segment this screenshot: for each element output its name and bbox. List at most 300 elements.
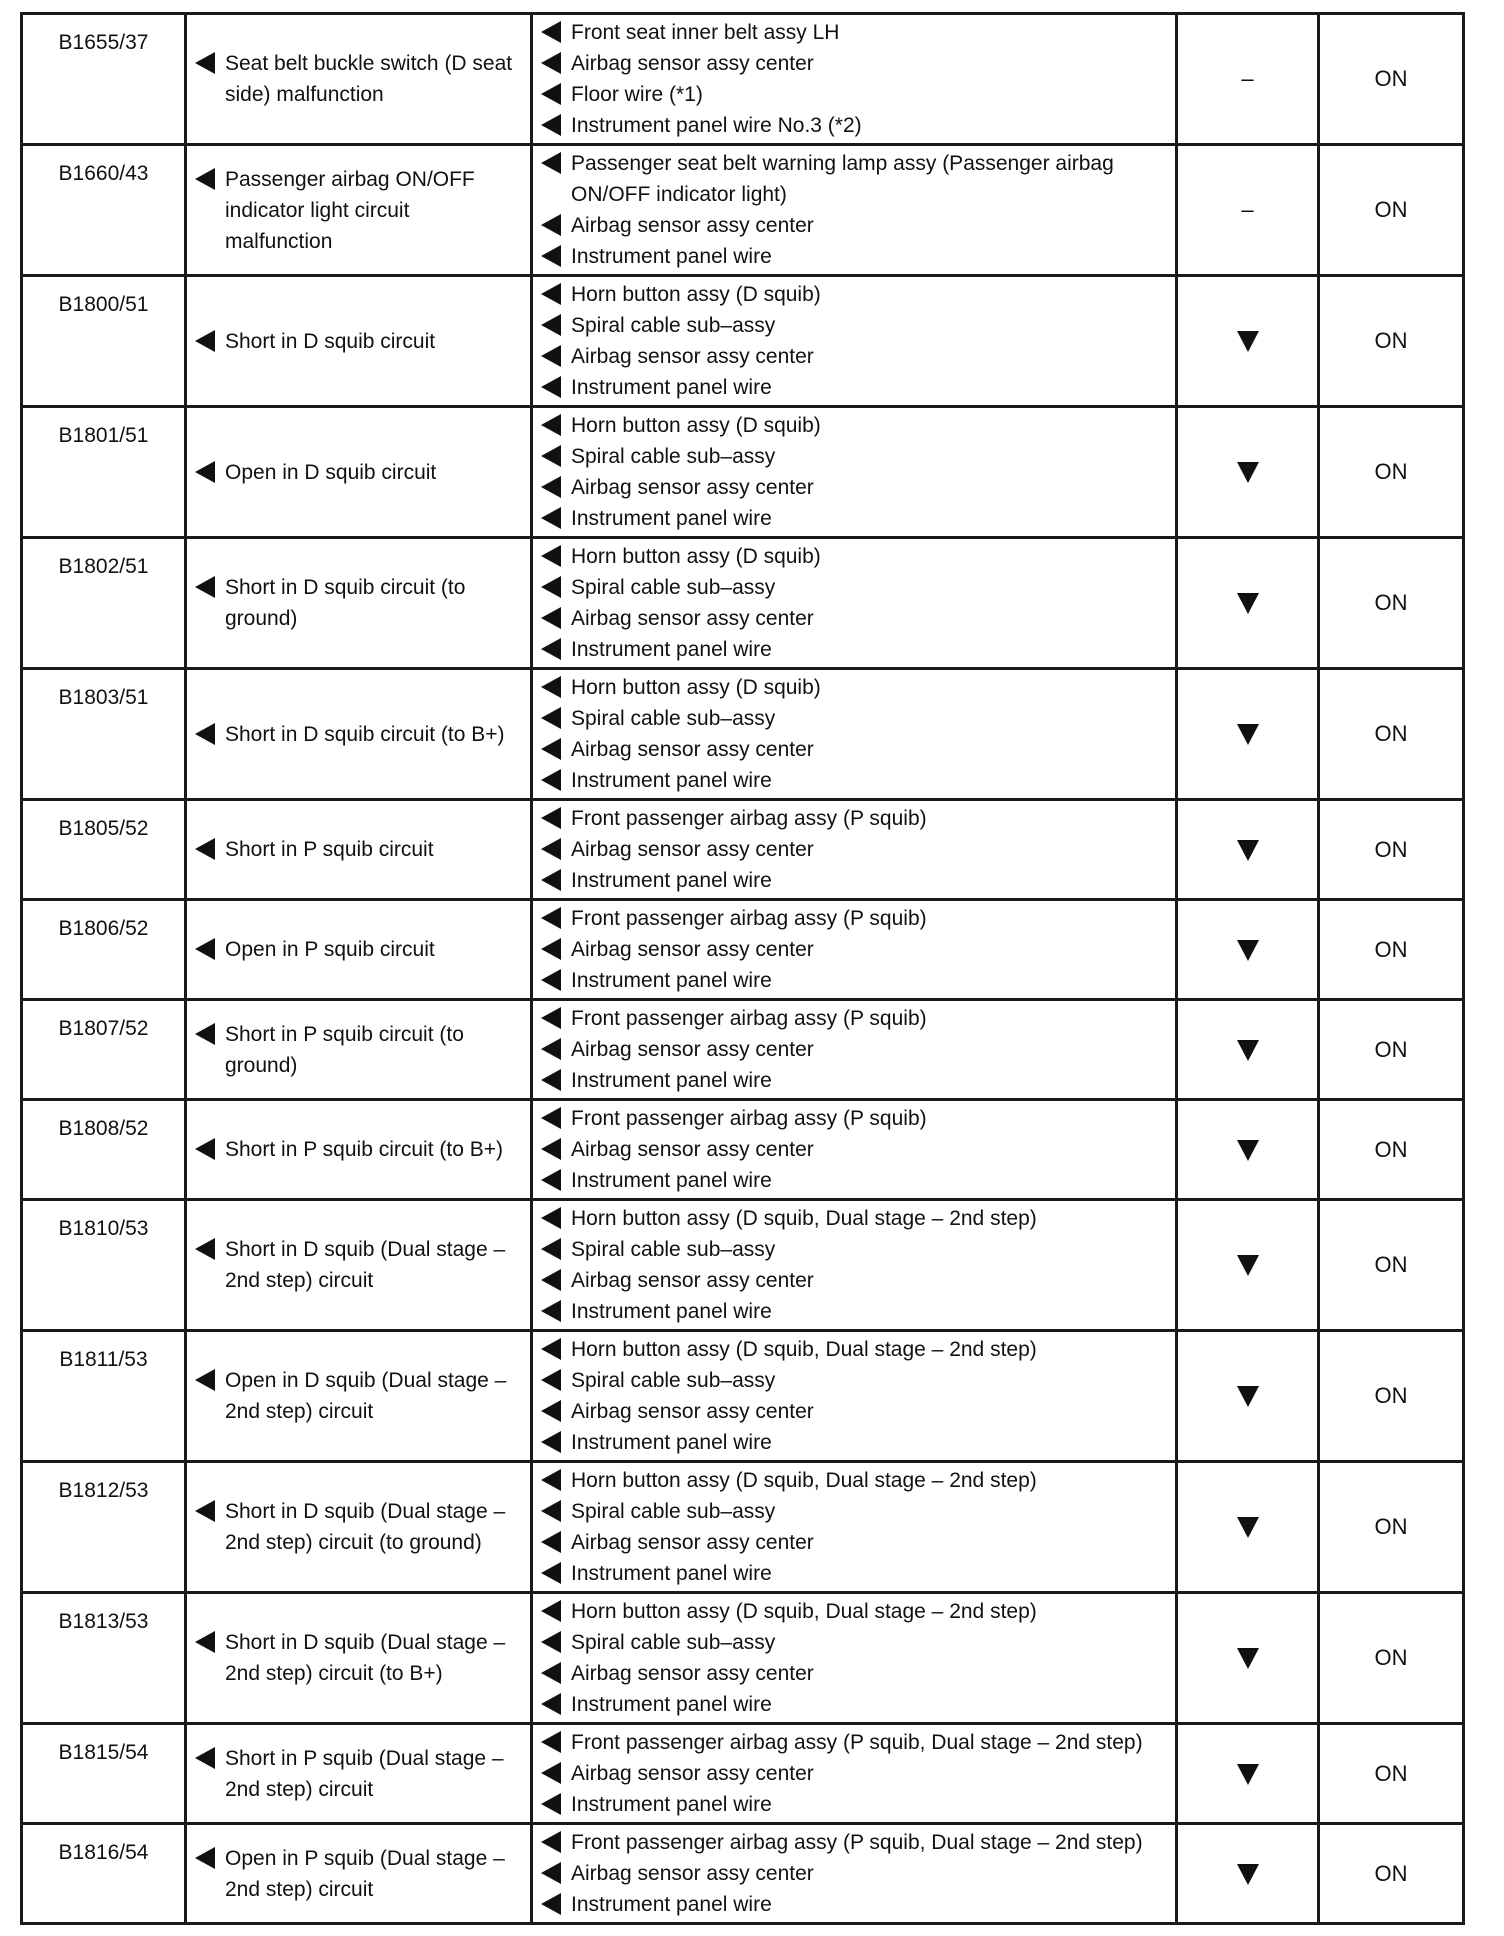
- detection-item: [197, 1134, 530, 1165]
- trouble-area-text: Spiral cable sub–assy: [571, 314, 776, 337]
- bullet-arrow-icon: [541, 283, 561, 305]
- trouble-area-text: Airbag sensor assy center: [571, 938, 814, 961]
- down-triangle-icon: [1237, 1764, 1259, 1785]
- warning-light-cell: [1319, 1331, 1464, 1462]
- detection-item: [197, 164, 530, 257]
- trouble-area-item: [543, 1658, 1175, 1689]
- dtc-code: B1807/52: [58, 1017, 149, 1040]
- check-mark-cell: [1177, 1331, 1319, 1462]
- detection-item-cell: [186, 1000, 532, 1100]
- trouble-area-item: [543, 1427, 1175, 1458]
- warning-light-status: ON: [1374, 1036, 1408, 1062]
- detection-item: [197, 834, 530, 865]
- trouble-area-item: [543, 241, 1175, 272]
- bullet-arrow-icon: [541, 445, 561, 467]
- table-row: [22, 276, 1464, 407]
- trouble-area-item: [543, 934, 1175, 965]
- detection-item-text: Seat belt buckle switch (D seat side) malfunction: [225, 52, 513, 106]
- dtc-code-cell: [22, 1724, 186, 1824]
- table-row: [22, 1331, 1464, 1462]
- check-mark-cell: [1177, 1100, 1319, 1200]
- trouble-area-item: [543, 634, 1175, 665]
- dtc-code-cell: [22, 276, 186, 407]
- check-mark-cell: [1177, 1462, 1319, 1593]
- bullet-arrow-icon: [541, 1631, 561, 1653]
- trouble-area-item: [543, 603, 1175, 634]
- table-row: [22, 145, 1464, 276]
- detection-item: [197, 934, 530, 965]
- detection-item-text: Short in D squib (Dual stage – 2nd step) circuit (to B+): [225, 1631, 506, 1685]
- table-row: [22, 407, 1464, 538]
- trouble-area-item: [543, 965, 1175, 996]
- trouble-area-item: [543, 17, 1175, 48]
- trouble-area-item: [543, 1889, 1175, 1920]
- trouble-area-text: Airbag sensor assy center: [571, 476, 814, 499]
- dtc-code: B1800/51: [58, 293, 149, 316]
- trouble-area-item: [543, 1134, 1175, 1165]
- trouble-area-text: Instrument panel wire: [571, 1893, 772, 1916]
- detection-item-cell: [186, 1724, 532, 1824]
- trouble-area-text: Airbag sensor assy center: [571, 1862, 814, 1885]
- check-mark-cell: [1177, 800, 1319, 900]
- warning-light-cell: [1319, 1593, 1464, 1724]
- detection-item-cell: [186, 669, 532, 800]
- trouble-area-cell: [532, 669, 1177, 800]
- detection-item-text: Short in D squib circuit (to B+): [225, 722, 505, 746]
- bullet-arrow-icon: [541, 907, 561, 929]
- bullet-arrow-icon: [195, 1500, 215, 1522]
- bullet-arrow-icon: [541, 1662, 561, 1684]
- check-mark-cell: [1177, 538, 1319, 669]
- detection-item-text: Short in D squib (Dual stage – 2nd step) circuit: [225, 1238, 506, 1292]
- detection-item: [197, 572, 530, 634]
- bullet-arrow-icon: [541, 21, 561, 43]
- warning-light-status: ON: [1374, 459, 1408, 484]
- dtc-code: B1803/51: [58, 686, 149, 709]
- trouble-area-text: Airbag sensor assy center: [571, 607, 814, 630]
- bullet-arrow-icon: [541, 83, 561, 105]
- trouble-area-text: Horn button assy (D squib): [571, 283, 821, 306]
- check-mark-cell: [1177, 1724, 1319, 1824]
- detection-item-cell: [186, 1462, 532, 1593]
- bullet-arrow-icon: [541, 1207, 561, 1229]
- trouble-area-text: Instrument panel wire: [571, 1300, 772, 1323]
- warning-light-cell: [1319, 1100, 1464, 1200]
- table-row: [22, 1462, 1464, 1593]
- bullet-arrow-icon: [541, 969, 561, 991]
- check-mark-cell: [1177, 1200, 1319, 1331]
- dtc-code-cell: [22, 407, 186, 538]
- trouble-area-item: [543, 1265, 1175, 1296]
- trouble-area-item: [543, 1465, 1175, 1496]
- bullet-arrow-icon: [541, 576, 561, 598]
- down-triangle-icon: [1237, 1517, 1259, 1538]
- detection-item-text: Passenger airbag ON/OFF indicator light circuit malfunction: [225, 167, 475, 253]
- trouble-area-item: [543, 1003, 1175, 1034]
- dtc-code: B1801/51: [58, 424, 149, 447]
- dtc-code-cell: [22, 1593, 186, 1724]
- trouble-area-item: [543, 1689, 1175, 1720]
- trouble-area-text: Instrument panel wire: [571, 1431, 772, 1454]
- bullet-arrow-icon: [195, 938, 215, 960]
- dtc-code-cell: [22, 1462, 186, 1593]
- detection-item-text: Short in D squib circuit (to ground): [225, 576, 466, 630]
- trouble-area-item: [543, 1496, 1175, 1527]
- bullet-arrow-icon: [195, 1847, 215, 1869]
- detection-item-cell: [186, 900, 532, 1000]
- bullet-arrow-icon: [195, 1747, 215, 1769]
- detection-item: [197, 1627, 530, 1689]
- bullet-arrow-icon: [541, 738, 561, 760]
- bullet-arrow-icon: [541, 1007, 561, 1029]
- bullet-arrow-icon: [541, 1600, 561, 1622]
- detection-item-cell: [186, 14, 532, 145]
- bullet-arrow-icon: [541, 707, 561, 729]
- trouble-area-item: [543, 1165, 1175, 1196]
- warning-light-status: ON: [1374, 590, 1408, 615]
- detection-item: [197, 719, 530, 750]
- detection-item-cell: [186, 800, 532, 900]
- bullet-arrow-icon: [541, 214, 561, 236]
- bullet-arrow-icon: [195, 168, 215, 190]
- bullet-arrow-icon: [541, 114, 561, 136]
- detection-item: [197, 1365, 530, 1427]
- trouble-area-text: Front passenger airbag assy (P squib, Dual stage – 2nd step): [571, 1831, 1143, 1854]
- detection-item-text: Open in P squib circuit: [225, 938, 435, 961]
- warning-light-status: ON: [1374, 1760, 1408, 1786]
- down-triangle-icon: [1237, 1040, 1259, 1061]
- trouble-area-item: [543, 765, 1175, 796]
- trouble-area-item: [543, 1758, 1175, 1789]
- trouble-area-cell: [532, 1200, 1177, 1331]
- dtc-code: B1812/53: [58, 1479, 149, 1502]
- check-mark-dash: –: [1241, 197, 1254, 222]
- trouble-area-cell: [532, 1462, 1177, 1593]
- down-triangle-icon: [1237, 840, 1259, 861]
- bullet-arrow-icon: [195, 461, 215, 483]
- bullet-arrow-icon: [541, 807, 561, 829]
- table-row: [22, 1200, 1464, 1331]
- trouble-area-text: Instrument panel wire: [571, 869, 772, 892]
- down-triangle-icon: [1237, 331, 1259, 352]
- trouble-area-item: [543, 210, 1175, 241]
- bullet-arrow-icon: [195, 52, 215, 74]
- check-mark-cell: [1177, 407, 1319, 538]
- trouble-area-text: Spiral cable sub–assy: [571, 707, 776, 730]
- bullet-arrow-icon: [541, 476, 561, 498]
- detection-item-text: Short in D squib (Dual stage – 2nd step) circuit (to ground): [225, 1500, 506, 1554]
- dtc-code: B1806/52: [58, 917, 149, 940]
- warning-light-cell: [1319, 800, 1464, 900]
- bullet-arrow-icon: [541, 769, 561, 791]
- down-triangle-icon: [1237, 1386, 1259, 1407]
- bullet-arrow-icon: [195, 1631, 215, 1653]
- trouble-area-text: Airbag sensor assy center: [571, 1138, 814, 1161]
- down-triangle-icon: [1237, 593, 1259, 614]
- trouble-area-item: [543, 441, 1175, 472]
- trouble-area-item: [543, 110, 1175, 141]
- warning-light-status: ON: [1374, 1645, 1408, 1670]
- trouble-area-item: [543, 1034, 1175, 1065]
- trouble-area-cell: [532, 1593, 1177, 1724]
- trouble-area-text: Spiral cable sub–assy: [571, 1631, 776, 1654]
- bullet-arrow-icon: [541, 152, 561, 174]
- trouble-area-text: Airbag sensor assy center: [571, 1762, 814, 1785]
- dtc-code-cell: [22, 538, 186, 669]
- trouble-area-text: Airbag sensor assy center: [571, 1038, 814, 1061]
- warning-light-cell: [1319, 900, 1464, 1000]
- down-triangle-icon: [1237, 1648, 1259, 1669]
- detection-item-cell: [186, 276, 532, 407]
- trouble-area-cell: [532, 276, 1177, 407]
- detection-item: [197, 326, 530, 357]
- check-mark-cell: [1177, 1000, 1319, 1100]
- trouble-area-item: [543, 903, 1175, 934]
- bullet-arrow-icon: [541, 52, 561, 74]
- bullet-arrow-icon: [541, 1138, 561, 1160]
- dtc-code-cell: [22, 1100, 186, 1200]
- trouble-area-item: [543, 834, 1175, 865]
- check-mark-cell: [1177, 1593, 1319, 1724]
- dtc-code-cell: [22, 900, 186, 1000]
- trouble-area-text: Instrument panel wire: [571, 1562, 772, 1585]
- dtc-code: B1660/43: [58, 162, 149, 185]
- warning-light-cell: [1319, 1462, 1464, 1593]
- trouble-area-item: [543, 1789, 1175, 1820]
- check-mark-cell: [1177, 14, 1319, 145]
- trouble-area-cell: [532, 1824, 1177, 1924]
- table-row: [22, 1100, 1464, 1200]
- detection-item-cell: [186, 538, 532, 669]
- trouble-area-item: [543, 734, 1175, 765]
- dtc-code: B1810/53: [58, 1217, 149, 1240]
- bullet-arrow-icon: [541, 376, 561, 398]
- detection-item-cell: [186, 407, 532, 538]
- bullet-arrow-icon: [541, 1269, 561, 1291]
- trouble-area-cell: [532, 1724, 1177, 1824]
- trouble-area-text: Instrument panel wire: [571, 1169, 772, 1192]
- detection-item: [197, 1496, 530, 1558]
- bullet-arrow-icon: [541, 1169, 561, 1191]
- trouble-area-text: Front passenger airbag assy (P squib): [571, 807, 927, 830]
- trouble-area-item: [543, 541, 1175, 572]
- trouble-area-item: [543, 410, 1175, 441]
- table-row: [22, 14, 1464, 145]
- bullet-arrow-icon: [541, 1300, 561, 1322]
- detection-item: [197, 1743, 530, 1805]
- bullet-arrow-icon: [541, 1238, 561, 1260]
- bullet-arrow-icon: [541, 245, 561, 267]
- trouble-area-cell: [532, 1000, 1177, 1100]
- trouble-area-item: [543, 703, 1175, 734]
- trouble-area-item: [543, 1596, 1175, 1627]
- dtc-code: B1808/52: [58, 1117, 149, 1140]
- bullet-arrow-icon: [541, 1038, 561, 1060]
- warning-light-cell: [1319, 14, 1464, 145]
- bullet-arrow-icon: [541, 1893, 561, 1915]
- table-row: [22, 1000, 1464, 1100]
- dtc-code-cell: [22, 1331, 186, 1462]
- trouble-area-text: Airbag sensor assy center: [571, 52, 814, 75]
- dtc-table: [20, 12, 1465, 1925]
- dtc-code: B1816/54: [58, 1841, 149, 1864]
- trouble-area-item: [543, 672, 1175, 703]
- trouble-area-text: Passenger seat belt warning lamp assy (Passenger airbag ON/OFF indicator light): [571, 152, 1114, 206]
- check-mark-cell: [1177, 145, 1319, 276]
- check-mark-cell: [1177, 669, 1319, 800]
- trouble-area-item: [543, 1334, 1175, 1365]
- trouble-area-text: Instrument panel wire: [571, 638, 772, 661]
- trouble-area-item: [543, 1365, 1175, 1396]
- detection-item: [197, 1019, 530, 1081]
- dtc-code-cell: [22, 1200, 186, 1331]
- trouble-area-text: Front passenger airbag assy (P squib): [571, 1007, 927, 1030]
- bullet-arrow-icon: [541, 1693, 561, 1715]
- trouble-area-text: Floor wire (*1): [571, 83, 703, 106]
- down-triangle-icon: [1237, 940, 1259, 961]
- warning-light-status: ON: [1374, 836, 1408, 862]
- trouble-area-text: Instrument panel wire: [571, 1793, 772, 1816]
- trouble-area-text: Horn button assy (D squib): [571, 545, 821, 568]
- trouble-area-item: [543, 1527, 1175, 1558]
- detection-item-text: Short in P squib circuit (to ground): [225, 1022, 464, 1077]
- trouble-area-text: Front passenger airbag assy (P squib): [571, 907, 927, 930]
- warning-light-status: ON: [1374, 1252, 1408, 1277]
- bullet-arrow-icon: [541, 869, 561, 891]
- trouble-area-cell: [532, 900, 1177, 1000]
- warning-light-cell: [1319, 1824, 1464, 1924]
- table-row: [22, 900, 1464, 1000]
- check-mark-dash: –: [1241, 66, 1254, 91]
- warning-light-cell: [1319, 145, 1464, 276]
- warning-light-cell: [1319, 669, 1464, 800]
- trouble-area-text: Airbag sensor assy center: [571, 1531, 814, 1554]
- dtc-code-cell: [22, 1000, 186, 1100]
- warning-light-status: ON: [1374, 936, 1408, 962]
- trouble-area-item: [543, 148, 1175, 210]
- detection-item-text: Open in D squib circuit: [225, 460, 437, 484]
- detection-item-text: Short in P squib (Dual stage – 2nd step) circuit: [225, 1746, 504, 1801]
- trouble-area-cell: [532, 1100, 1177, 1200]
- trouble-area-item: [543, 803, 1175, 834]
- bullet-arrow-icon: [195, 576, 215, 598]
- trouble-area-text: Front seat inner belt assy LH: [571, 21, 840, 44]
- warning-light-cell: [1319, 1200, 1464, 1331]
- detection-item-cell: [186, 1331, 532, 1462]
- trouble-area-text: Instrument panel wire No.3 (*2): [571, 114, 862, 137]
- dtc-code: B1802/51: [58, 555, 149, 578]
- warning-light-cell: [1319, 538, 1464, 669]
- trouble-area-item: [543, 1203, 1175, 1234]
- trouble-area-text: Instrument panel wire: [571, 376, 772, 399]
- trouble-area-item: [543, 1558, 1175, 1589]
- warning-light-status: ON: [1374, 1860, 1408, 1886]
- warning-light-status: ON: [1374, 1514, 1408, 1539]
- check-mark-cell: [1177, 276, 1319, 407]
- trouble-area-text: Airbag sensor assy center: [571, 1269, 814, 1292]
- dtc-code: B1805/52: [58, 817, 149, 840]
- trouble-area-text: Airbag sensor assy center: [571, 738, 814, 761]
- detection-item-text: Short in P squib circuit (to B+): [225, 1138, 503, 1161]
- down-triangle-icon: [1237, 1255, 1259, 1276]
- trouble-area-cell: [532, 800, 1177, 900]
- trouble-area-cell: [532, 1331, 1177, 1462]
- down-triangle-icon: [1237, 1864, 1259, 1885]
- bullet-arrow-icon: [195, 330, 215, 352]
- trouble-area-item: [543, 865, 1175, 896]
- trouble-area-text: Spiral cable sub–assy: [571, 1500, 776, 1523]
- detection-item-cell: [186, 1824, 532, 1924]
- table-row: [22, 800, 1464, 900]
- trouble-area-text: Spiral cable sub–assy: [571, 576, 776, 599]
- trouble-area-item: [543, 1727, 1175, 1758]
- trouble-area-text: Airbag sensor assy center: [571, 345, 814, 368]
- trouble-area-item: [543, 1858, 1175, 1889]
- bullet-arrow-icon: [541, 1562, 561, 1584]
- trouble-area-text: Airbag sensor assy center: [571, 214, 814, 237]
- detection-item-text: Short in P squib circuit: [225, 838, 434, 861]
- dtc-code-cell: [22, 14, 186, 145]
- detection-item-cell: [186, 145, 532, 276]
- trouble-area-item: [543, 310, 1175, 341]
- warning-light-cell: [1319, 276, 1464, 407]
- warning-light-status: ON: [1374, 1136, 1408, 1162]
- trouble-area-item: [543, 572, 1175, 603]
- warning-light-cell: [1319, 407, 1464, 538]
- bullet-arrow-icon: [195, 1238, 215, 1260]
- trouble-area-item: [543, 341, 1175, 372]
- dtc-code-cell: [22, 669, 186, 800]
- table-row: [22, 1724, 1464, 1824]
- trouble-area-item: [543, 1396, 1175, 1427]
- dtc-code: B1815/54: [58, 1741, 149, 1764]
- bullet-arrow-icon: [541, 414, 561, 436]
- trouble-area-text: Airbag sensor assy center: [571, 838, 814, 861]
- trouble-area-text: Horn button assy (D squib, Dual stage – 2nd step): [571, 1338, 1037, 1361]
- detection-item-text: Open in D squib (Dual stage – 2nd step) circuit: [225, 1369, 507, 1423]
- table-row: [22, 1824, 1464, 1924]
- detection-item-cell: [186, 1593, 532, 1724]
- trouble-area-text: Spiral cable sub–assy: [571, 1369, 776, 1392]
- bullet-arrow-icon: [541, 638, 561, 660]
- dtc-code-cell: [22, 800, 186, 900]
- dtc-code: B1813/53: [58, 1610, 149, 1633]
- warning-light-status: ON: [1374, 1383, 1408, 1408]
- bullet-arrow-icon: [541, 1338, 561, 1360]
- down-triangle-icon: [1237, 1140, 1259, 1161]
- dtc-code-cell: [22, 1824, 186, 1924]
- trouble-area-text: Front passenger airbag assy (P squib): [571, 1107, 927, 1130]
- bullet-arrow-icon: [195, 723, 215, 745]
- bullet-arrow-icon: [541, 1793, 561, 1815]
- bullet-arrow-icon: [195, 838, 215, 860]
- trouble-area-cell: [532, 407, 1177, 538]
- detection-item-cell: [186, 1100, 532, 1200]
- table-row: [22, 538, 1464, 669]
- bullet-arrow-icon: [541, 1731, 561, 1753]
- bullet-arrow-icon: [541, 1107, 561, 1129]
- trouble-area-item: [543, 1296, 1175, 1327]
- bullet-arrow-icon: [541, 314, 561, 336]
- trouble-area-item: [543, 1103, 1175, 1134]
- table-row: [22, 1593, 1464, 1724]
- check-mark-cell: [1177, 1824, 1319, 1924]
- warning-light-status: ON: [1374, 66, 1408, 91]
- detection-item: [197, 1843, 530, 1905]
- detection-item-cell: [186, 1200, 532, 1331]
- trouble-area-text: Horn button assy (D squib): [571, 414, 821, 437]
- trouble-area-item: [543, 1827, 1175, 1858]
